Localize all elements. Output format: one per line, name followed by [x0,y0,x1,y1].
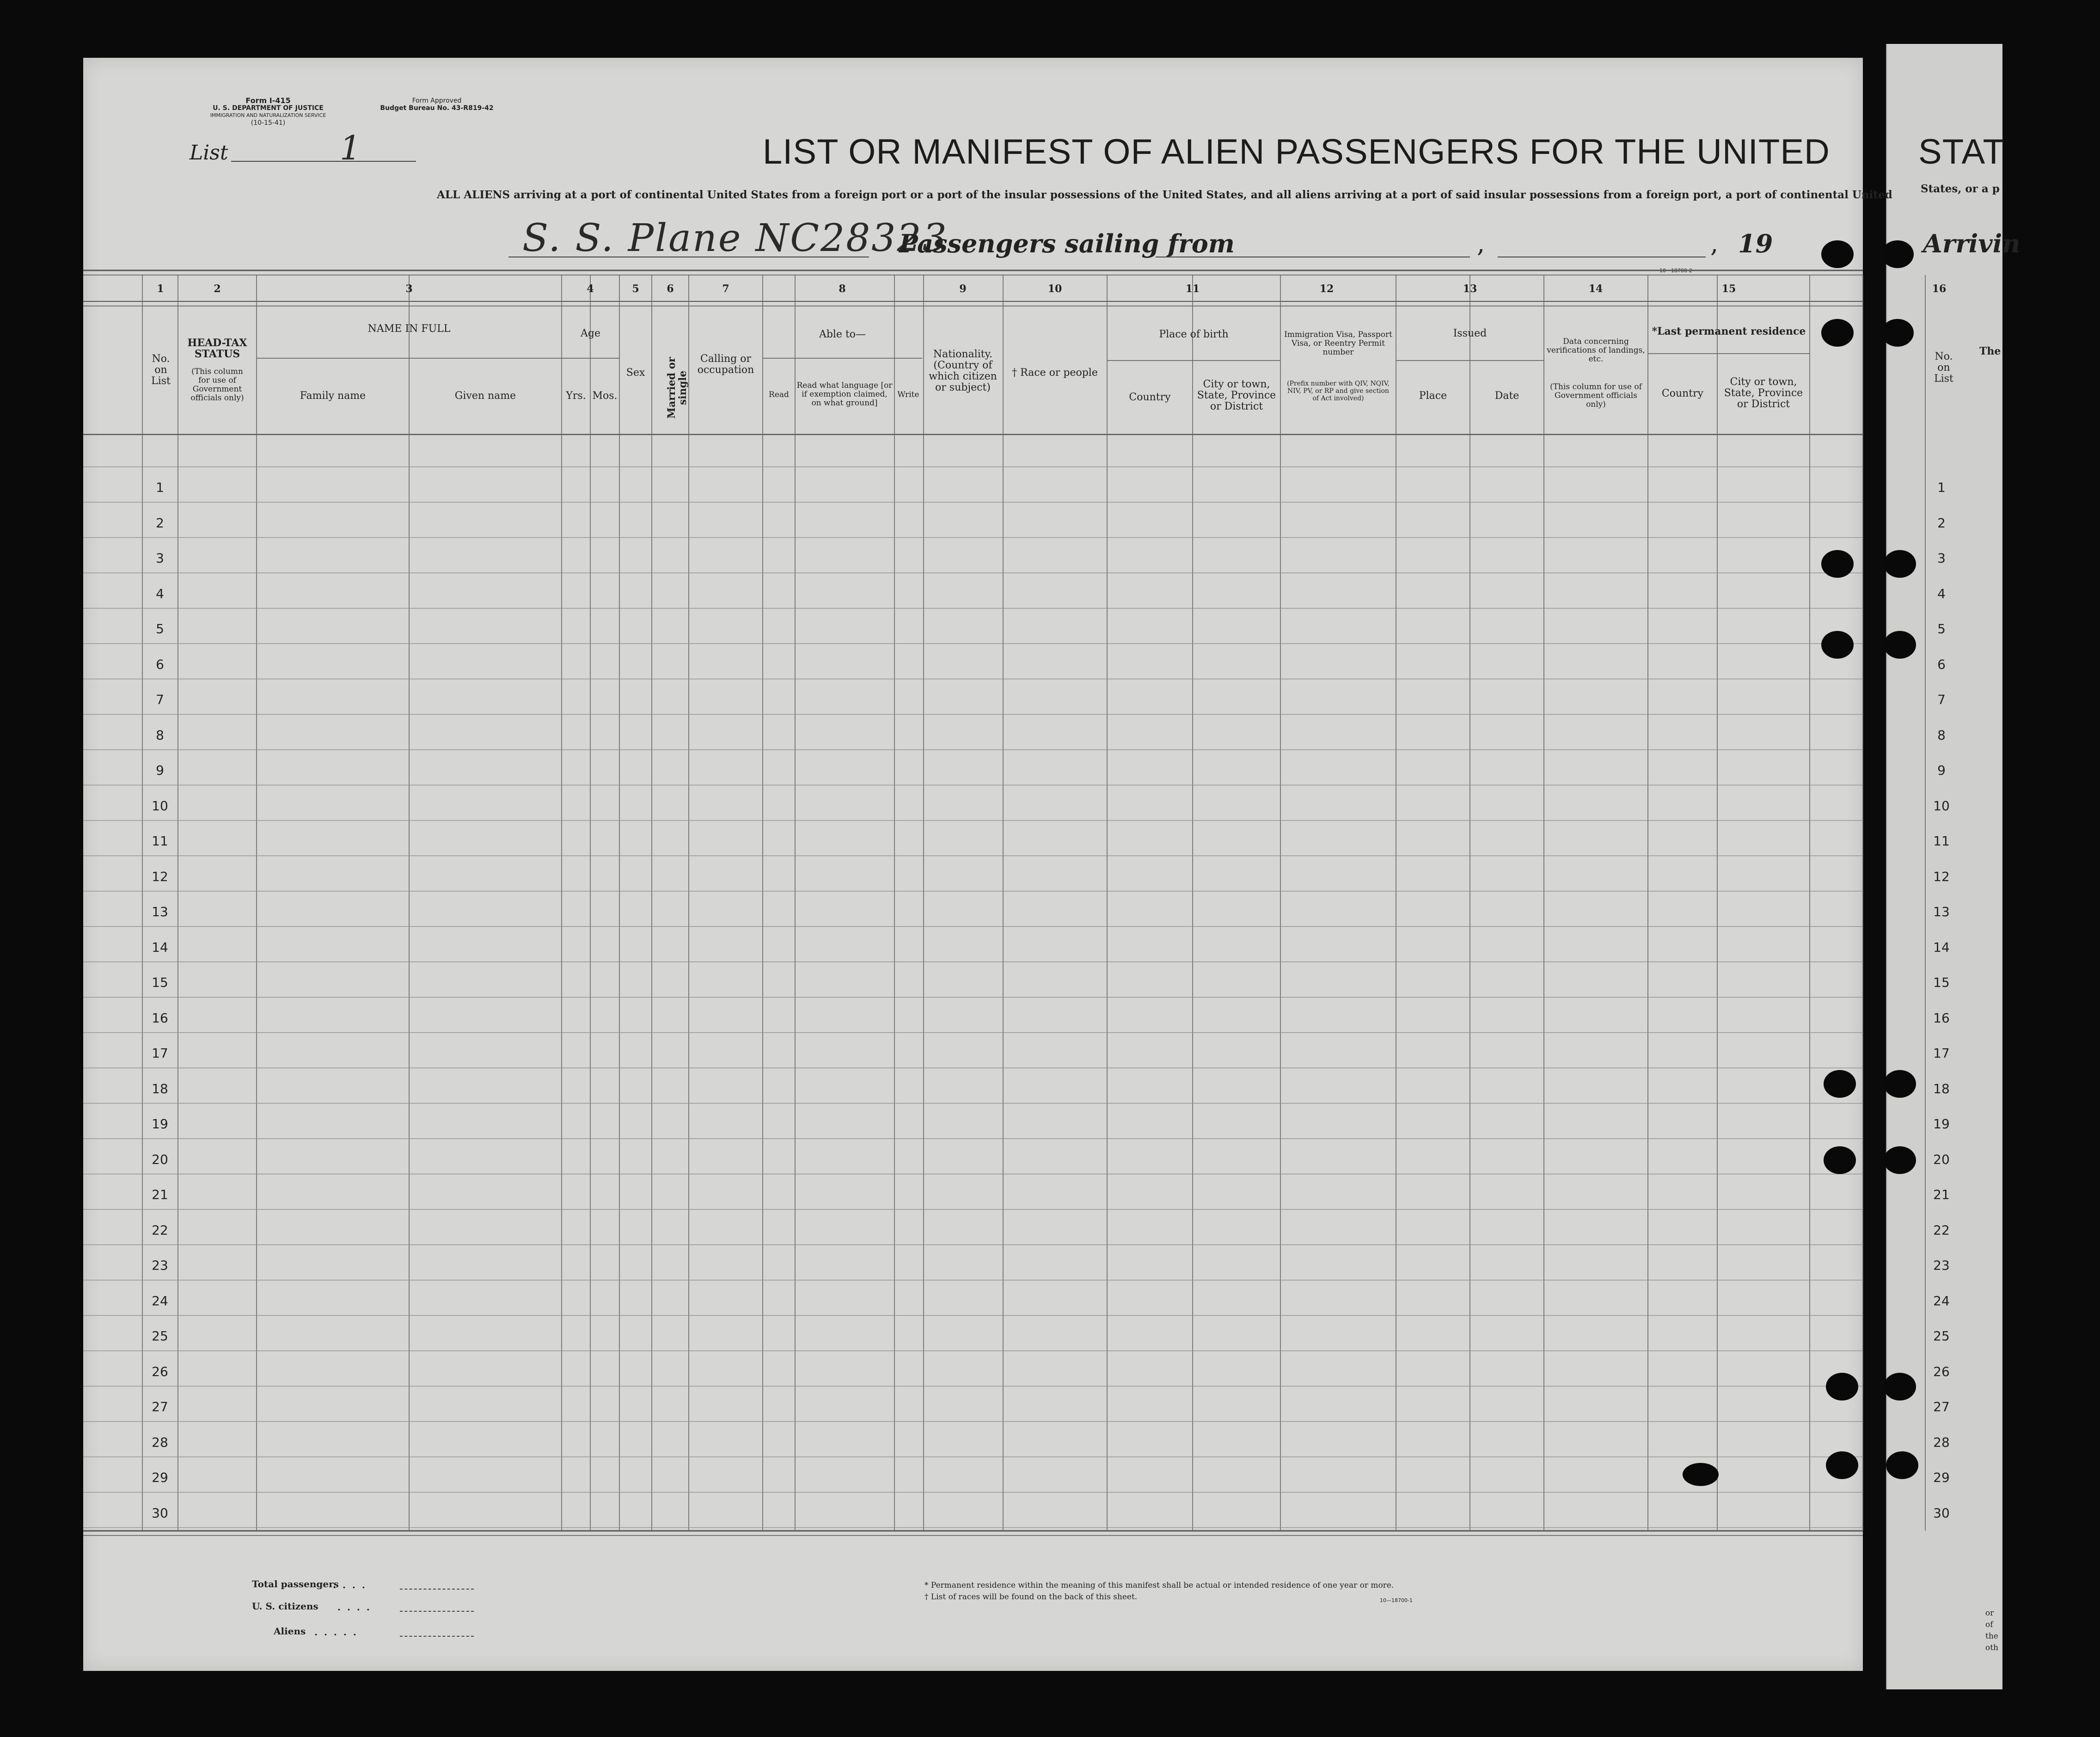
row-number: 17 [152,1046,168,1061]
vessel-name[interactable]: S. S. Plane NC28323 [522,216,948,260]
header-able-to: Able to— [819,329,866,340]
punch-hole [1884,550,1916,578]
row-number: 2 [156,515,164,531]
header-given-name: Given name [454,390,516,402]
us-citizens-field[interactable] [400,1611,474,1612]
leader-dots-1: .... [333,1579,372,1590]
row-number: 19 [152,1116,168,1131]
row-number: 26 [152,1364,168,1379]
column-number: 9 [959,283,967,295]
arriving-label: Arrivin [1923,229,2020,258]
column-number: 3 [405,283,413,295]
header-last-residence: *Last permanent residence [1652,325,1806,337]
flap-note-2: of [1985,1620,1993,1629]
print-code-top: 10—18700-2 [1659,268,1692,274]
row-number: 28 [152,1434,168,1450]
row-number: 9 [156,763,164,778]
row-number: 15 [152,975,168,990]
row-number: 1 [156,480,164,495]
row-number: 18 [152,1081,168,1096]
print-code-bottom: 10—18700-1 [1380,1597,1413,1603]
header-name-in-full: NAME IN FULL [367,323,451,335]
header-head-tax-note: (This column for use of Government officials only) [190,367,244,403]
row-number-right: 22 [1933,1222,1950,1238]
leader-dots-3: ..... [314,1627,363,1638]
column-number: 15 [1721,283,1736,295]
punch-hole [1884,631,1916,659]
header-family-name: Family name [300,390,366,402]
row-number: 30 [152,1505,168,1521]
row-number-right: 19 [1933,1116,1950,1131]
punch-hole [1824,1070,1856,1098]
column-number: 5 [632,283,639,295]
column-number: 14 [1588,283,1603,295]
row-number: 4 [156,586,164,601]
row-number-right: 24 [1933,1293,1950,1309]
header-birth-city: City or town, State, Province or District [1197,379,1276,412]
punch-hole [1886,1451,1918,1479]
budget-number: Budget Bureau No. 43-R819-42 [380,104,494,112]
punch-hole [1884,1373,1916,1401]
sailing-label: Passengers sailing from [899,229,1235,258]
row-number-right: 20 [1933,1151,1950,1167]
header-calling: Calling or occupation [697,353,754,376]
row-number-right: 29 [1933,1470,1950,1485]
header-data-concerning: Data concerning verifications of landings, etc. [1547,337,1645,364]
row-number: 8 [156,727,164,743]
header-no-on-list: No. on List [151,353,171,387]
punch-hole [1821,319,1854,347]
row-number-right: 7 [1937,692,1946,707]
row-number: 13 [152,904,168,919]
row-number-right: 21 [1933,1187,1950,1202]
header-date: Date [1494,390,1519,402]
punch-hole [1826,1373,1858,1401]
column-number: 10 [1047,283,1062,295]
row-number: 7 [156,692,164,707]
row-number-right: 9 [1937,763,1946,778]
punch-hole [1881,240,1914,268]
header-head-tax: HEAD-TAX STATUS [187,337,247,360]
row-number: 23 [152,1258,168,1273]
flap-note-1: or [1985,1609,1994,1618]
row-number: 6 [156,656,164,672]
page-title: LIST OR MANIFEST OF ALIEN PASSENGERS FOR THE UNITED [763,132,1830,171]
footnote-residence: * Permanent residence within the meaning of this manifest shall be actual or intended residence of one year or more. [924,1581,1394,1590]
punch-hole [1884,1146,1916,1174]
total-passengers-label: Total passengers [252,1578,339,1590]
list-label: List [190,141,228,165]
column-number: 13 [1463,283,1477,295]
header-place: Place [1419,390,1447,402]
page-subtitle-continued: States, or a p [1921,183,2000,195]
column-number: 16 [1932,283,1947,295]
header-write: Write [897,390,919,399]
comma-1: , [1477,229,1485,258]
flap-note-3: the [1985,1632,1998,1641]
row-number-right: 3 [1937,550,1946,566]
row-number: 29 [152,1470,168,1485]
form-date-code: (10-15-41) [251,119,286,127]
header-no-on-list-right: No. on List [1934,351,1953,385]
row-number-right: 15 [1933,975,1950,990]
list-value[interactable]: 1 [340,128,362,167]
header-residence-city: City or town, State, Province or District [1724,376,1803,410]
row-number-right: 2 [1937,515,1946,531]
header-read: Read [769,390,789,399]
column-number: 2 [214,283,221,295]
service: IMMIGRATION AND NATURALIZATION SERVICE [210,112,326,118]
approval-text: Form Approved [412,97,462,104]
header-sex: Sex [626,367,645,379]
header-place-of-birth: Place of birth [1159,329,1229,340]
header-age: Age [581,328,600,339]
header-birth-country: Country [1129,391,1171,403]
header-flap-partial: The [1979,345,2001,357]
row-number: 11 [152,833,168,849]
flap-note-4: oth [1985,1643,1999,1652]
row-number-right: 25 [1933,1328,1950,1344]
row-number: 27 [152,1399,168,1414]
row-number-right: 10 [1933,798,1950,813]
punch-hole [1884,1070,1916,1098]
year-prefix: 19 [1738,229,1773,258]
column-number: 4 [587,283,594,295]
row-number: 16 [152,1010,168,1026]
header-married: Married or single [666,357,689,419]
punch-hole [1826,1451,1858,1479]
row-number: 22 [152,1222,168,1238]
page-title-continued: STAT [1918,132,2005,171]
row-number-right: 17 [1933,1046,1950,1061]
row-number: 25 [152,1328,168,1344]
header-race: † Race or people [1012,367,1098,379]
punch-hole [1881,319,1914,347]
aliens-label: Aliens [274,1626,306,1637]
page-subtitle: ALL ALIENS arriving at a port of continental United States from a foreign port or a port of the insular possessions of the United States, and all aliens arriving at a port of said insular possessions from a foreign port, a port of continental United [437,189,1892,201]
total-passengers-field[interactable] [400,1589,474,1590]
footnote-races: † List of races will be found on the back of this sheet. [924,1592,1138,1602]
row-number-right: 13 [1933,904,1950,919]
row-number-right: 27 [1933,1399,1950,1414]
row-number-right: 8 [1937,727,1946,743]
column-number: 11 [1185,283,1200,295]
leader-dots-2: .... [337,1602,376,1613]
column-number: 12 [1319,283,1334,295]
header-residence-country: Country [1661,388,1704,399]
department: U. S. DEPARTMENT OF JUSTICE [213,104,324,112]
row-number-right: 23 [1933,1258,1950,1273]
row-number-right: 5 [1937,621,1946,636]
row-number-right: 14 [1933,939,1950,955]
row-number: 20 [152,1151,168,1167]
row-number: 14 [152,939,168,955]
row-number-right: 18 [1933,1081,1950,1096]
row-number-right: 4 [1937,586,1946,601]
column-number: 8 [839,283,846,295]
row-number-right: 28 [1933,1434,1950,1450]
row-number-right: 1 [1937,480,1946,495]
column-number: 7 [722,283,729,295]
header-mos: Mos. [592,390,618,402]
row-number: 3 [156,550,164,566]
row-number-right: 30 [1933,1505,1950,1521]
row-number-right: 12 [1933,868,1950,884]
form-number: Form I-415 [245,96,291,105]
row-number-right: 26 [1933,1364,1950,1379]
header-yrs: Yrs. [566,390,586,402]
comma-2: , [1710,229,1719,258]
row-number: 5 [156,621,164,636]
row-number: 10 [152,798,168,813]
header-visa: Immigration Visa, Passport Visa, or Reentry Permit number [1284,330,1392,357]
header-read-what: Read what language [or if exemption claimed, on what ground] [796,381,893,408]
column-number: 6 [667,283,674,295]
punch-hole [1824,1146,1856,1174]
row-number-right: 16 [1933,1010,1950,1026]
punch-hole [1821,550,1854,578]
row-number-right: 6 [1937,656,1946,672]
ink-blot [1683,1463,1719,1486]
aliens-field[interactable] [400,1636,474,1637]
header-data-note: (This column for use of Government officials only) [1550,382,1642,409]
punch-hole [1821,631,1854,659]
row-number: 24 [152,1293,168,1309]
header-nationality: Nationality. (Country of which citizen or subject) [929,349,997,393]
punch-hole [1821,240,1854,268]
us-citizens-label: U. S. citizens [252,1601,318,1612]
row-number: 12 [152,868,168,884]
row-number: 21 [152,1187,168,1202]
column-number: 1 [157,283,164,295]
header-issued: Issued [1453,328,1487,339]
header-visa-note: (Prefix number with QIV, NQIV, NIV, PV, or RP and give section of Act involved) [1287,380,1390,402]
row-number-right: 11 [1933,833,1950,849]
